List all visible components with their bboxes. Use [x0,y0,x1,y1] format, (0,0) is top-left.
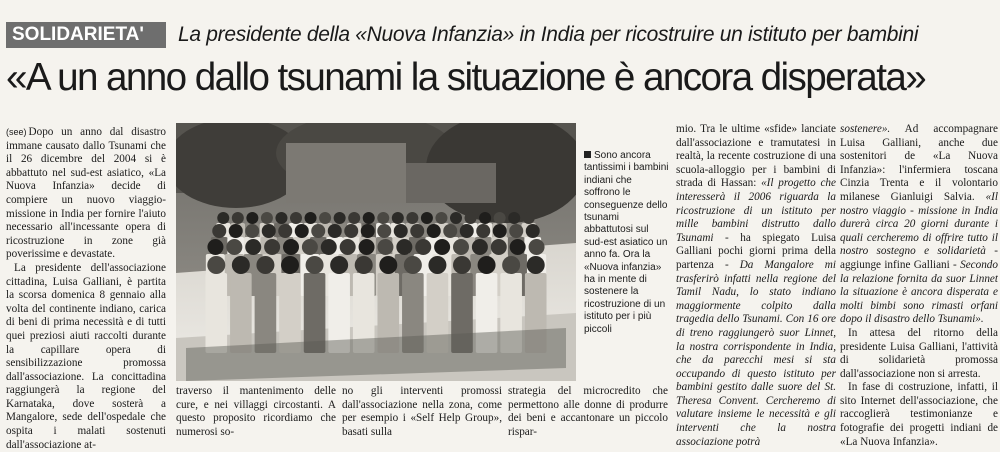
article-column-5 [676,123,836,452]
article-column-6 [840,123,998,452]
section-tag: SOLIDARIETA' [6,22,166,48]
paragraph: In attesa del ritorno della presidente Luisa Galliani, l'attività di solidarietà promossa dall'associazione non si arresta. [840,326,998,380]
photo-caption [584,150,670,340]
kicker: La presidente della «Nuova Infanzia» in India per ricostruire un istituto per bambini [178,23,919,46]
quote-run: Secondo la relazione fornita da suor Linnet la situazione è ancora disperata e molti bimbi sono rimasti orfani dopo il disastro dello Tsunami». [840,258,998,326]
see-tag: (see) [6,127,27,137]
headline: «A un anno dallo tsunami la situazione è ancora disperata» [6,56,926,99]
text-run: mio. Tra le ultime «sfide» lanciate dall'associazione e tramutatesi in realtà, la recente costruzione di una scuola-alloggio per i bambini di strada di Hassan: [676,123,836,190]
quote-run: «Il progetto che interesserà il 2006 riguarda la ricostruzione di un istituto per mille bambini distrutto dallo Tsunami [676,177,836,244]
text-run: Ad accompagnare Luisa Galliani, anche due sostenitori de «La Nuova Infanzia»: l'infermiera toscana Cinzia Trenta e il volontario milanese Gianluigi Salvia. [840,123,998,203]
quote-run: «Il nostro viaggio - missione in India durerà circa 20 giorni durante i quali cercheremo di offrire tutto il nostro sostegno e solidarietà [840,190,998,258]
paragraph-text: Dopo un anno dal disastro immane causato dallo Tsunami che il 26 dicembre del 2004 si è abbattuto nel sud-est asiatico, «La Nuova Infanzia» decide di compiere un nuovo viaggio-missione in India per fornire l'aiuto necessario all'incessante opera di ricostruzione in zone già poverissime e devastate. [6,126,166,261]
quote-run: sostenere». [840,123,891,135]
paragraph [840,123,998,327]
article-column-4: strategia del microcredito che permettono alle donne di produrre dei beni e accantonare un piccolo rispar- [508,385,668,438]
quote-run: Da Mangalore mi trasferirò infatti nella regione del Tamil Nadu, lo stato indiano maggiormente colpito dalla tragedia dello Tsunami. Con 16 ore di treno raggiungerò suor Linnet, la nostra corrispondente in India, che da parecchi mesi si sta occupando di questo istituto per bambini gestito dalle suore del St. Theresa Convent. Cercheremo di valutare insieme le necessità e gli interventi che la nostra associazione potrà [676,258,836,448]
caption-text: Sono ancora tantissimi i bambini indiani che soffrono le conseguenze dello tsunami abbattutosi sul sud-est asiatico un anno fa. Ora la «Nuova infanzia» ha in mente di sostenere la ricostruzione di un istituto per i più piccoli [584,150,669,335]
article-column-2: traverso il mantenimento delle cure, e nei villaggi circostanti. A questo proposito ricordiamo che numerosi so- [176,385,336,438]
paragraph: La presidente dell'associazione cittadina, Luisa Galliani, è partita la scorsa domenica 8 gennaio alla volta del continente indiano, carica di beni di prima necessità e di tutti quei preziosi aiuti raccolti durante la capillare opera di sensibilizzazione promossa dall'associazione. La concittadina raggiungerà la regione del Karnataka, dove sosterà a Mangalore, sede dell'ospedale che ospita i malati sostenuti dall'associazione at- [6,261,166,451]
article-column-1 [6,126,166,452]
text-run: - ha spiegato Luisa Galliani pochi giorni prima della partenza - [676,231,836,271]
text-run: - aggiunge infine Galliani - [840,245,998,271]
kicker-row [6,20,996,50]
caption-bullet-icon [584,151,591,158]
article-column-3: no gli interventi promossi dall'associazione nella zona, come per esempio i «Self Help Group», basati sulla [342,385,502,438]
paragraph: In fase di costruzione, infatti, il sito Internet dell'associazione, che raccoglierà testimonianze e fotografie dei progetti indiani de «La Nuova Infanzia». [840,381,998,448]
paragraph [676,123,836,449]
paragraph [6,126,166,262]
children-group-image [176,123,576,381]
children-photo [176,123,576,381]
